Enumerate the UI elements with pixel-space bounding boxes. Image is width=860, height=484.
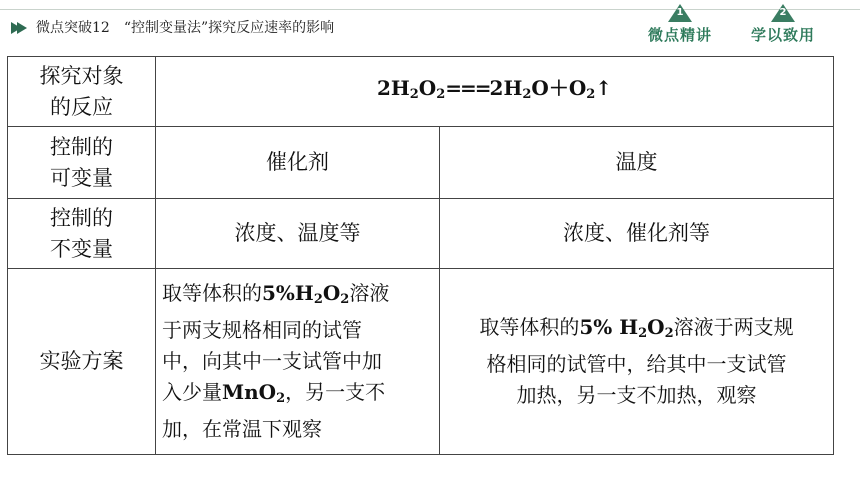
row-header: [8, 199, 156, 269]
table-row: [8, 269, 834, 455]
table-row: [8, 127, 834, 199]
row-header-line: 探究对象: [39, 63, 124, 88]
breadcrumb: [36, 18, 334, 38]
plan-line: 取等体积的$5\%H_2O_2$溶液: [162, 281, 390, 307]
row-header-line: 控制的: [50, 205, 113, 230]
tab-label: 学以致用: [750, 26, 815, 44]
row-header: 实验方案: [8, 269, 156, 455]
row-header-line: 可变量: [50, 165, 113, 190]
tab-number: 2: [779, 7, 787, 18]
breadcrumb-title: “控制变量法”探究反应速率的影响: [123, 20, 335, 36]
tab-label: 微点精讲: [647, 26, 712, 44]
plan-line: 格相同的试管中，给其中一支试管: [486, 352, 787, 376]
row-header-line: 的反应: [50, 94, 113, 119]
header-divider: [0, 9, 860, 10]
plan-line: 取等体积的5% $H_2O_2$溶液于两支规: [479, 315, 794, 341]
breadcrumb-section: 微点突破12: [36, 20, 110, 36]
row-header-line: 不变量: [50, 236, 113, 261]
plan-line: 于两支规格相同的试管: [162, 318, 362, 342]
table-cell: 催化剂: [156, 127, 440, 199]
reaction-equation-cell: [156, 57, 834, 127]
play-arrow-icon: [11, 22, 21, 34]
reaction-equation: $2H_2O_2===2H_2O+O_2↑$: [376, 76, 613, 102]
row-header-line: 控制的: [50, 134, 113, 159]
table-cell: 温度: [440, 127, 834, 199]
experiment-table: [7, 56, 834, 455]
catalyst-plan-cell: [156, 269, 440, 455]
experiment-table-wrapper: [7, 56, 833, 455]
table-row: [8, 57, 834, 127]
tab-practice[interactable]: [738, 4, 828, 46]
plan-line: 加，在常温下观察: [162, 417, 322, 441]
table-row: [8, 199, 834, 269]
header-bar: [0, 0, 860, 48]
tab-number: 1: [676, 7, 684, 18]
plan-line: 中，向其中一支试管中加: [162, 349, 382, 373]
plan-line: 入少量MnO$_2$，另一支不: [162, 380, 386, 406]
row-header: [8, 127, 156, 199]
temperature-plan-cell: [440, 269, 834, 455]
plan-line: 加热，另一支不加热，观察: [516, 383, 757, 407]
table-cell: 浓度、温度等: [156, 199, 440, 269]
gas-arrow-icon: ↑: [595, 76, 613, 100]
tab-lecture[interactable]: [635, 4, 725, 46]
row-header: [8, 57, 156, 127]
table-cell: 浓度、催化剂等: [440, 199, 834, 269]
